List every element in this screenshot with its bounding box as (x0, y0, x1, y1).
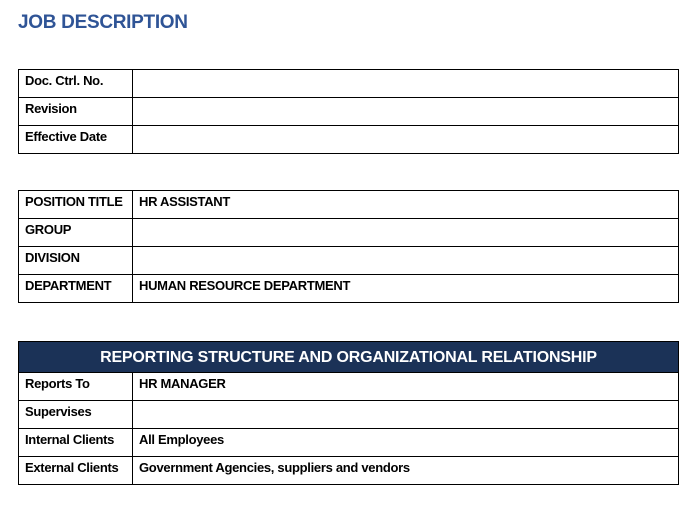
position-title-label: POSITION TITLE (19, 191, 133, 219)
revision-value[interactable] (133, 98, 679, 126)
position-title-value[interactable]: HR ASSISTANT (133, 191, 679, 219)
table-row (19, 457, 679, 485)
external-clients-value[interactable]: Government Agencies, suppliers and vendors (133, 457, 679, 485)
table-row (19, 219, 679, 247)
table-header-row (19, 342, 679, 373)
effective-date-label: Effective Date (19, 126, 133, 154)
table-row (19, 275, 679, 303)
table-row (19, 429, 679, 457)
table-row (19, 126, 679, 154)
table-row (19, 247, 679, 275)
page-title: JOB DESCRIPTION (18, 12, 188, 33)
department-label: DEPARTMENT (19, 275, 133, 303)
group-value[interactable] (133, 219, 679, 247)
document-control-table (18, 69, 679, 154)
table-row (19, 401, 679, 429)
supervises-label: Supervises (19, 401, 133, 429)
table-row (19, 191, 679, 219)
external-clients-label: External Clients (19, 457, 133, 485)
internal-clients-label: Internal Clients (19, 429, 133, 457)
division-label: DIVISION (19, 247, 133, 275)
table-row (19, 70, 679, 98)
doc-ctrl-no-label: Doc. Ctrl. No. (19, 70, 133, 98)
doc-ctrl-no-value[interactable] (133, 70, 679, 98)
effective-date-value[interactable] (133, 126, 679, 154)
table-row (19, 373, 679, 401)
revision-label: Revision (19, 98, 133, 126)
table-row (19, 98, 679, 126)
group-label: GROUP (19, 219, 133, 247)
department-value[interactable]: HUMAN RESOURCE DEPARTMENT (133, 275, 679, 303)
division-value[interactable] (133, 247, 679, 275)
reporting-structure-table (18, 341, 679, 485)
reports-to-value[interactable]: HR MANAGER (133, 373, 679, 401)
supervises-value[interactable] (133, 401, 679, 429)
internal-clients-value[interactable]: All Employees (133, 429, 679, 457)
reports-to-label: Reports To (19, 373, 133, 401)
reporting-structure-header: REPORTING STRUCTURE AND ORGANIZATIONAL RELATIONSHIP (19, 342, 679, 373)
position-table (18, 190, 679, 303)
